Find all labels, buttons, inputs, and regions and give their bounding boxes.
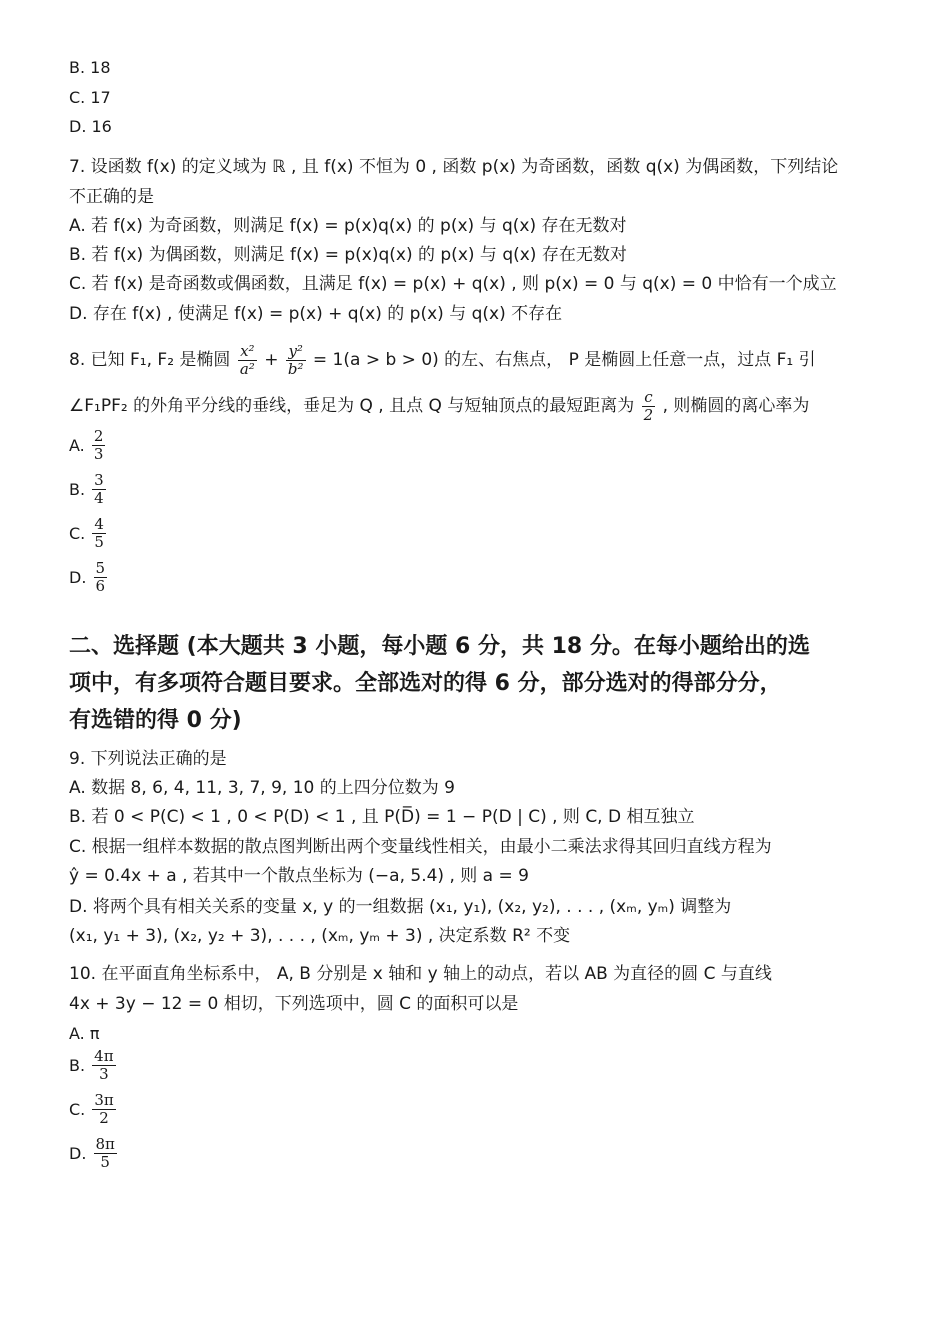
fraction-denominator: b² <box>287 359 304 378</box>
q8-option-b <box>69 472 108 507</box>
option-fraction <box>92 1092 115 1127</box>
option-fraction <box>94 560 108 595</box>
q9-option-d-line1: D. 将两个具有相关关系的变量 x, y 的一组数据 (x₁, y₁), (x₂, y₂), . . . , (xₘ, yₘ) 调整为 <box>69 897 732 917</box>
q8-stem-line2-suffix: , 则椭圆的离心率为 <box>662 396 810 416</box>
fraction-numerator: 3π <box>94 1091 114 1109</box>
fraction-denominator: 3 <box>99 1065 109 1083</box>
fraction-denominator: 6 <box>95 577 106 595</box>
fraction-numerator: 4 <box>94 515 104 533</box>
q9-option-c-line2: ŷ = 0.4x + a , 若其中一个散点坐标为 (−a, 5.4) , 则 a = 9 <box>69 866 529 886</box>
section2-heading-line1: 二、选择题 (本大题共 3 小题，每小题 6 分，共 18 分。在每小题给出的选 <box>69 634 810 659</box>
ellipse-y-fraction <box>286 343 306 378</box>
fraction-denominator: a² <box>239 359 255 378</box>
option-label: A. <box>69 436 85 455</box>
q7-stem-line1: 7. 设函数 f(x) 的定义域为 ℝ , 且 f(x) 不恒为 0 , 函数 p(x) 为奇函数，函数 q(x) 为偶函数，下列结论 <box>69 157 839 177</box>
option-fraction <box>92 1048 115 1083</box>
option-fraction <box>92 472 106 507</box>
fraction-denominator: 4 <box>94 489 104 507</box>
fraction-numerator: y² <box>286 343 306 361</box>
q9-stem: 9. 下列说法正确的是 <box>69 749 227 769</box>
c-over-2-fraction <box>642 389 656 424</box>
fraction-denominator: 3 <box>93 445 104 463</box>
q6-option-d: D. 16 <box>69 117 112 136</box>
q7-option-b: B. 若 f(x) 为偶函数，则满足 f(x) = p(x)q(x) 的 p(x) 与 q(x) 存在无数对 <box>69 245 627 265</box>
ellipse-x-fraction <box>238 343 257 378</box>
q7-option-d: D. 存在 f(x) , 使满足 f(x) = p(x) + q(x) 的 p(x) 与 q(x) 不存在 <box>69 304 563 324</box>
option-label: B. <box>69 1056 86 1075</box>
fraction-numerator: x² <box>238 343 257 361</box>
q8-stem-suffix: = 1(a > b > 0) 的左、右焦点， P 是椭圆上任意一点，过点 F₁ 引 <box>312 350 816 370</box>
q8-stem-line2-prefix: ∠F₁PF₂ 的外角平分线的垂线，垂足为 Q , 且点 Q 与短轴顶点的最短距离为 <box>69 396 635 416</box>
q7-option-a: A. 若 f(x) 为奇函数，则满足 f(x) = p(x)q(x) 的 p(x) 与 q(x) 存在无数对 <box>69 216 627 236</box>
q9-option-c-line1: C. 根据一组样本数据的散点图判断出两个变量线性相关，由最小二乘法求得其回归直线方程为 <box>69 837 772 857</box>
q10-stem-line2: 4x + 3y − 12 = 0 相切，下列选项中，圆 C 的面积可以是 <box>69 994 519 1014</box>
fraction-denominator: 2 <box>643 405 654 424</box>
fraction-numerator: 2 <box>93 427 104 445</box>
option-label: C. <box>69 524 86 543</box>
q8-option-d <box>69 560 109 595</box>
plus-sign: + <box>264 350 279 370</box>
option-label: B. <box>69 480 86 499</box>
fraction-numerator: 8π <box>95 1135 115 1153</box>
q10-option-b <box>69 1048 118 1083</box>
q10-option-c <box>69 1092 118 1127</box>
fraction-numerator: c <box>642 389 656 407</box>
q9-option-b: B. 若 0 < P(C) < 1 , 0 < P(D) < 1 , 且 P(D̅) = 1 − P(D | C) , 则 C, D 相互独立 <box>69 807 695 827</box>
q8-stem-line1 <box>69 338 816 382</box>
q8-stem-prefix: 8. 已知 F₁, F₂ 是椭圆 <box>69 350 231 370</box>
option-fraction <box>92 516 106 551</box>
fraction-denominator: 5 <box>100 1153 110 1171</box>
option-label: D. <box>69 568 87 587</box>
q8-option-a <box>69 428 107 463</box>
option-label: D. <box>69 1144 87 1163</box>
option-label: C. <box>69 1100 86 1119</box>
fraction-denominator: 5 <box>94 533 104 551</box>
option-fraction <box>92 428 106 463</box>
fraction-numerator: 4π <box>94 1047 114 1065</box>
q8-option-c <box>69 516 108 551</box>
fraction-denominator: 2 <box>99 1109 109 1127</box>
q10-option-d <box>69 1136 119 1171</box>
q7-option-c: C. 若 f(x) 是奇函数或偶函数，且满足 f(x) = p(x) + q(x) , 则 p(x) = 0 与 q(x) = 0 中恰有一个成立 <box>69 274 837 294</box>
section2-heading-line3: 有选错的得 0 分) <box>69 708 242 733</box>
q6-option-c: C. 17 <box>69 88 111 107</box>
q6-option-b: B. 18 <box>69 58 111 77</box>
q7-stem-line2: 不正确的是 <box>69 187 154 207</box>
fraction-numerator: 3 <box>94 471 104 489</box>
q9-option-a: A. 数据 8, 6, 4, 11, 3, 7, 9, 10 的上四分位数为 9 <box>69 778 455 798</box>
fraction-numerator: 5 <box>95 559 106 577</box>
option-fraction <box>94 1136 117 1171</box>
q8-stem-line2 <box>69 384 809 428</box>
q9-option-d-line2: (x₁, y₁ + 3), (x₂, y₂ + 3), . . . , (xₘ, yₘ + 3) , 决定系数 R² 不变 <box>69 926 571 946</box>
section2-heading-line2: 项中，有多项符合题目要求。全部选对的得 6 分，部分选对的得部分分， <box>69 671 782 696</box>
q10-option-a: A. π <box>69 1024 100 1043</box>
q10-stem-line1: 10. 在平面直角坐标系中， A, B 分别是 x 轴和 y 轴上的动点，若以 AB 为直径的圆 C 与直线 <box>69 964 772 984</box>
